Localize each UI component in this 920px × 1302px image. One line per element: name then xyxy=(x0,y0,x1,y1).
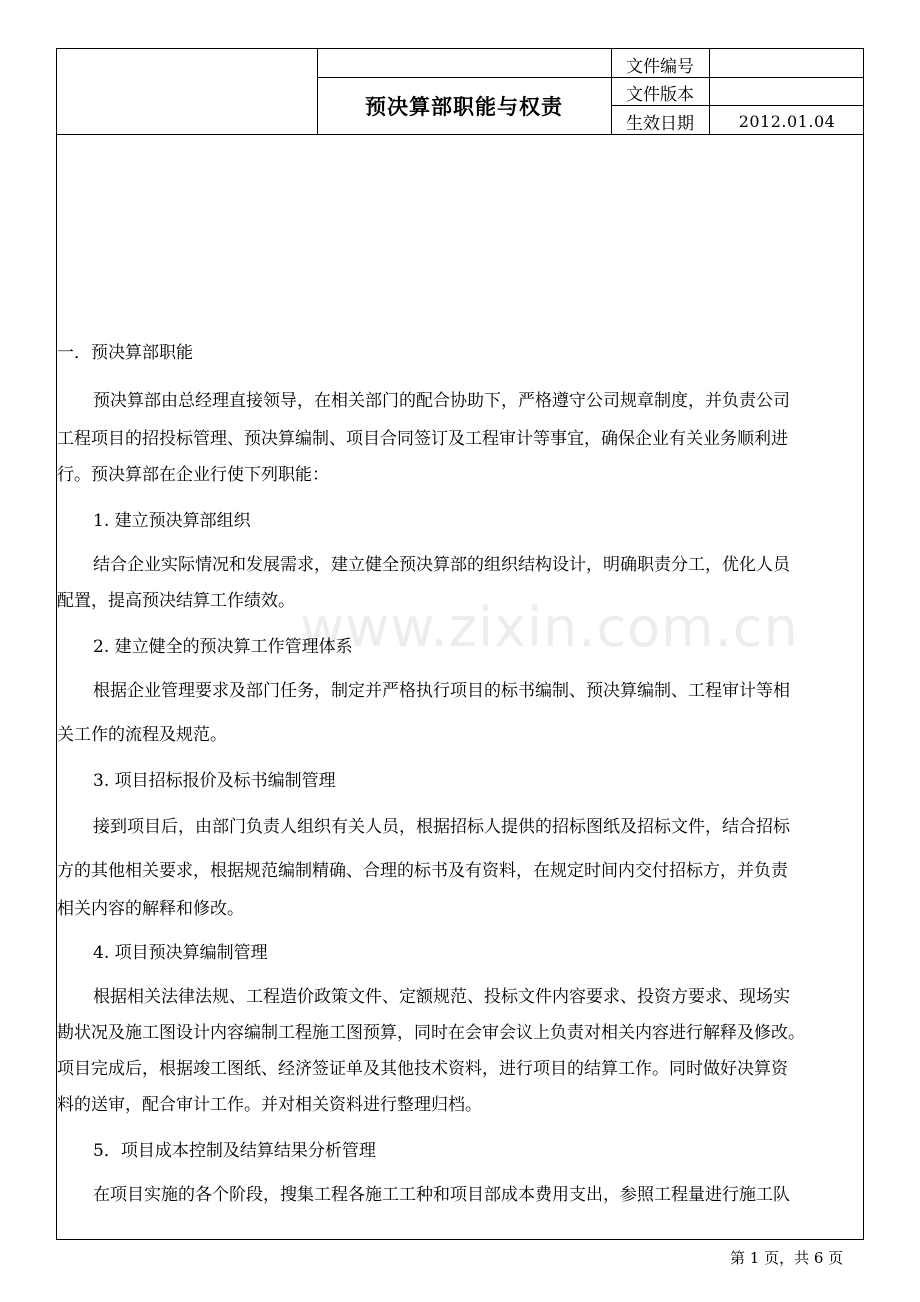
item-heading-3: 3. 项目招标报价及标书编制管理 xyxy=(93,771,336,791)
doc-number-value xyxy=(710,50,864,78)
item-3-line-3: 相关内容的解释和修改。 xyxy=(57,899,244,919)
intro-line-3: 行。预决算部在企业行使下列职能： xyxy=(57,465,329,485)
item-3-line-1: 接到项目后，由部门负责人组织有关人员，根据招标人提供的招标图纸及招标文件，结合招标 xyxy=(93,817,790,837)
intro-line-2: 工程项目的招投标管理、预决算编制、项目合同签订及工程审计等事宜，确保企业有关业务顺利进 xyxy=(57,429,788,449)
item-heading-2: 2. 建立健全的预决算工作管理体系 xyxy=(93,637,353,657)
item-4-line-2: 勘状况及施工图设计内容编制工程施工图预算，同时在会审会议上负责对相关内容进行解释及修改。 xyxy=(57,1023,805,1043)
section-heading: 一．预决算部职能 xyxy=(57,343,193,363)
doc-version-value xyxy=(710,78,864,106)
effective-date-value: 2012.01.04 xyxy=(738,111,836,131)
item-4-line-1: 根据相关法律法规、工程造价政策文件、定额规范、投标文件内容要求、投资方要求、现场实 xyxy=(93,987,790,1007)
item-3-line-2: 方的其他相关要求，根据规范编制精确、合理的标书及有资料，在规定时间内交付招标方，并负责 xyxy=(57,861,788,881)
item-1-line-2: 配置，提高预决结算工作绩效。 xyxy=(57,591,295,611)
item-5-line-1: 在项目实施的各个阶段，搜集工程各施工工种和项目部成本费用支出，参照工程量进行施工队 xyxy=(93,1185,790,1205)
doc-version-label: 文件版本 xyxy=(626,84,694,105)
item-heading-5: 5．项目成本控制及结算结果分析管理 xyxy=(93,1141,376,1161)
intro-line-1: 预决算部由总经理直接领导，在相关部门的配合协助下，严格遵守公司规章制度，并负责公司 xyxy=(93,391,790,411)
item-2-line-2: 关工作的流程及规范。 xyxy=(57,725,227,745)
item-4-line-4: 料的送审，配合审计工作。并对相关资料进行整理归档。 xyxy=(57,1095,482,1115)
document-title: 预决算部职能与权责 xyxy=(365,95,563,119)
page-number: 第 1 页，共 6 页 xyxy=(730,1249,844,1267)
doc-number-label: 文件编号 xyxy=(626,56,694,77)
item-1-line-1: 结合企业实际情况和发展需求，建立健全预决算部的组织结构设计，明确职责分工，优化人员 xyxy=(93,555,790,575)
item-2-line-1: 根据企业管理要求及部门任务，制定并严格执行项目的标书编制、预决算编制、工程审计等相 xyxy=(93,681,790,701)
watermark: www.zixin.com.cn xyxy=(300,596,799,659)
item-4-line-3: 项目完成后，根据竣工图纸、经济签证单及其他技术资料，进行项目的结算工作。同时做好决算资 xyxy=(57,1059,788,1079)
effective-date-label: 生效日期 xyxy=(626,113,694,134)
item-heading-1: 1. 建立预决算部组织 xyxy=(93,511,251,531)
item-heading-4: 4. 项目预决算编制管理 xyxy=(93,943,268,963)
